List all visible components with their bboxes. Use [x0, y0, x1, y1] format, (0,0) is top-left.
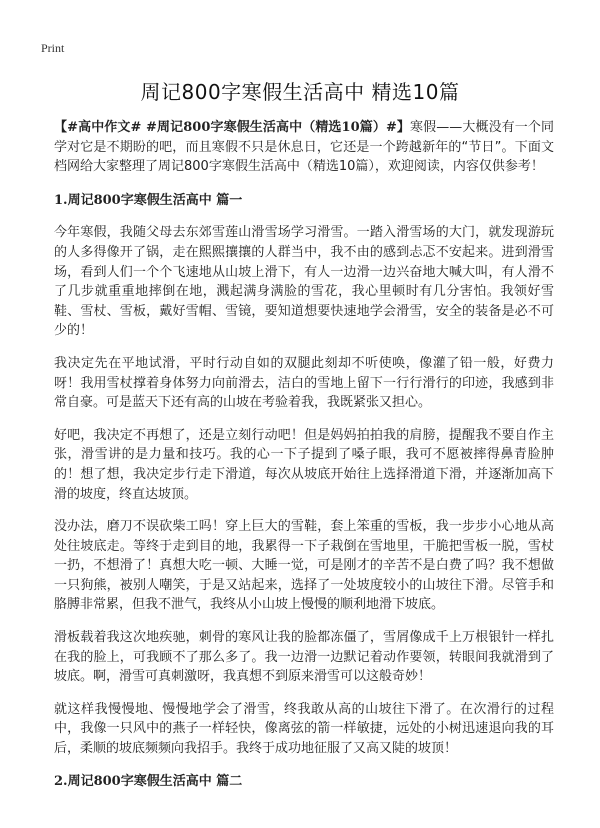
document-title: 周记800字寒假生活高中 精选10篇 [140, 80, 460, 104]
intro-lead: 【#高中作文# #周记800字寒假生活高中（精选10篇）#】 [54, 120, 411, 135]
section-heading-1: 1.周记800字寒假生活高中 篇一 [54, 192, 243, 208]
paragraph: 今年寒假，我随父母去东郊雪莲山滑雪场学习滑雪。一踏入滑雪场的大门，就发现游玩的人多得像开了锅，走在熙熙攘攘的人群当中，我不由的感到忐忑不安起来。进到滑雪场，看到人们一个个飞速地从山坡上滑下，有人一边滑一边兴奋地大喊大叫，有人滑不了几步就重重地摔倒在地，溅起满身满脸的雪花，我心里顿时有几分害怕。我领好雪鞋、雪杖、雪板，戴好雪帽、雪镜，要知道想要快速地学会滑雪，安全的装备是必不可少的！ [54, 225, 554, 339]
print-label: Print [41, 41, 65, 55]
section-heading-2: 2.周记800字寒假生活高中 篇二 [54, 773, 243, 789]
intro-paragraph [54, 118, 554, 177]
paragraph: 就这样我慢慢地、慢慢地学会了滑雪，终我敢从高的山坡往下滑了。在次滑行的过程中，我像一只风中的燕子一样轻快，像离弦的箭一样敏捷，远处的小树迅速退向我的耳后，柔顺的坡底频频向我招手。我终于成功地征服了又高又陡的坡顶！ [54, 701, 554, 757]
paragraph: 没办法，磨刀不误砍柴工吗！穿上巨大的雪鞋，套上笨重的雪板，我一步步小心地从高处往坡底走。等终于走到目的地，我累得一下子栽倒在雪地里，干脆把雪板一脱，雪杖一扔，不想滑了！真想大吃一顿、大睡一觉，可是刚才的辛苦不是白费了吗？我不想做一只狗熊，被别人嘲笑，于是又站起来，选择了一处坡度较小的山坡往下滑。尽管手和胳膊非常累，但我不泄气，我终从小山坡上慢慢的顺利地滑下坡底。 [54, 519, 554, 613]
paragraph: 好吧，我决定不再想了，还是立刻行动吧！但是妈妈拍拍我的肩膀，提醒我不要自作主张，滑雪讲的是力量和技巧。我的心一下子提到了嗓子眼，我可不愿被摔得鼻青脸肿的！想了想，我决定步行走下滑道，每次从坡底开始往上选择滑道下滑，并逐渐加高下滑的坡度，终直达坡顶。 [54, 427, 554, 502]
intro-text: 寒假——大概没有一个同学对它是不期盼的吧，而且寒假不只是休息日，它还是一个跨越新年的“节日”。下面文档网给大家整理了周记800字寒假生活高中（精选10篇），欢迎阅读，内容仅供参考！ [54, 120, 554, 175]
paragraph: 滑板载着我这次地疾驰，刺骨的寒风让我的脸都冻僵了，雪屑像成千上万根银针一样扎在我的脸上，可我顾不了那么多了。我一边滑一边默记着动作要领，转眼间我就滑到了坡底。啊，滑雪可真刺激呀，我真想不到原来滑雪可以这般奇妙！ [54, 630, 554, 685]
document-body [54, 118, 554, 804]
paragraph: 我决定先在平地试滑，平时行动自如的双腿此刻却不听使唤，像灌了铅一般，好费力呀！我用雪杖撑着身体努力向前滑去，洁白的雪地上留下一行行滑行的印迹，我感到非常自豪。可是蓝天下还有高的山坡在考验着我，我既紧张又担心。 [54, 355, 554, 411]
